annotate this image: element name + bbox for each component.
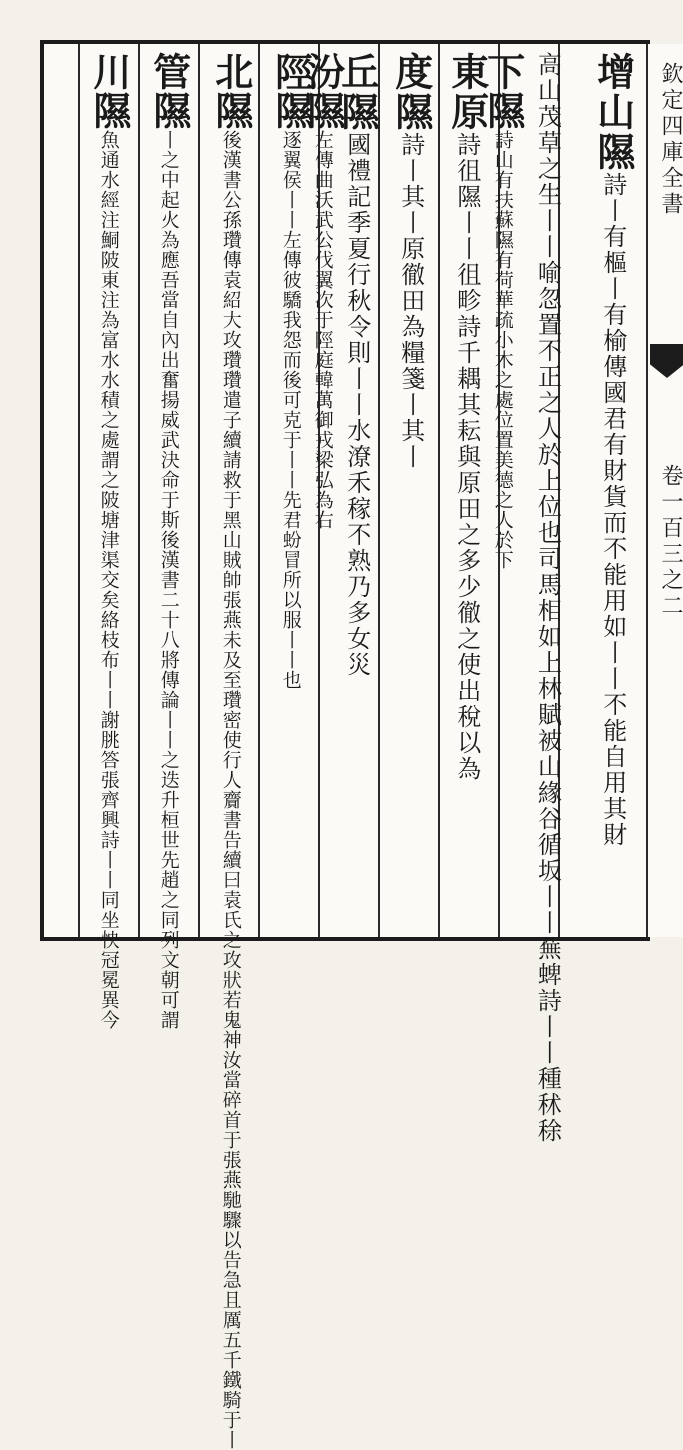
text-column-9 [210, 52, 252, 1450]
entry-heading: 丘隰 [334, 52, 380, 132]
entry-text: 高山茂草之生丨丨喻忽置不正之人於上位也司馬相如上林賦被山緣谷循坂丨丨蕪蜱詩丨丨種秫稌 [533, 52, 562, 1144]
volume-label: 卷一百三之二 [658, 464, 683, 620]
fish-tail-mark-icon [650, 344, 683, 378]
entry-heading: 增山隰 [590, 52, 636, 172]
column-rule [378, 44, 380, 937]
text-frame [40, 40, 683, 1450]
text-column-2 [534, 52, 560, 1144]
column-rule [138, 44, 140, 937]
entry-text: 魚通水經注鮦陂東注為富水水積之處謂之陂塘津渠交矣絡枝布丨丨謝朓答張齊興詩丨丨同坐怏冠冕異今 [97, 130, 120, 1030]
entry-heading: 度隰 [388, 52, 434, 132]
entry-text: 逐翼侯丨丨左傳彼驕我怨而後可克于丨丨先君蚡冒所以服丨丨也 [279, 130, 302, 690]
column-rule [258, 44, 260, 937]
entry-text: 後漢書公孫瓚傳袁紹大攻瓚瓚遣子續請救于黑山賊帥張燕未及至瓚密使行人齎書告續曰袁氏之攻狀若鬼神汝當碎首于張燕馳驟以告急且厲五千鐵騎于丨 [219, 130, 242, 1450]
entry-heading: 下隰 [480, 52, 526, 130]
column-rule [198, 44, 200, 937]
entry-text: 丨之中起火為應吾當自內出奮揚威武決命于斯後漢書二十八將傳論丨丨之迭升桓世先趙之同列文朝可謂 [157, 130, 180, 1030]
entry-text: 詩丨有樞丨有榆傳國君有財貨而不能用如丨丨不能自用其財 [598, 172, 627, 848]
text-column-5 [390, 52, 432, 470]
entry-text: 詩山有扶蘇隰有荷華疏小木之處位置美德之人於下 [491, 130, 514, 570]
entry-heading: 管隰 [146, 52, 192, 130]
entry-heading: 汾隰 [300, 52, 346, 130]
page-gutter [646, 44, 683, 937]
entry-text: 左傳曲沃武公伐翼次于陘庭韓萬御戎梁弘為右 [311, 130, 334, 530]
text-column-4 [446, 52, 488, 782]
entry-text: 詩徂隰丨丨徂畛詩千耦其耘與原田之多少徹之使出稅以為 [452, 132, 481, 782]
entry-text: 詩丨其丨原徹田為糧箋丨其丨 [396, 132, 425, 470]
entry-heading: 陘隰 [268, 52, 314, 130]
text-column-8 [270, 52, 312, 690]
entry-heading: 北隰 [208, 52, 254, 130]
entry-heading: 川隰 [86, 52, 132, 130]
entry-heading: 東原 [444, 52, 490, 132]
book-title: 欽定四庫全書 [658, 62, 683, 218]
text-column-10 [148, 52, 190, 1030]
entry-text: 國禮記季夏行秋令則丨丨水潦禾稼不熟乃多女災 [342, 132, 371, 678]
text-column-11 [88, 52, 130, 1030]
column-rule [438, 44, 440, 937]
text-column-1 [592, 52, 634, 848]
column-rule [78, 44, 80, 937]
